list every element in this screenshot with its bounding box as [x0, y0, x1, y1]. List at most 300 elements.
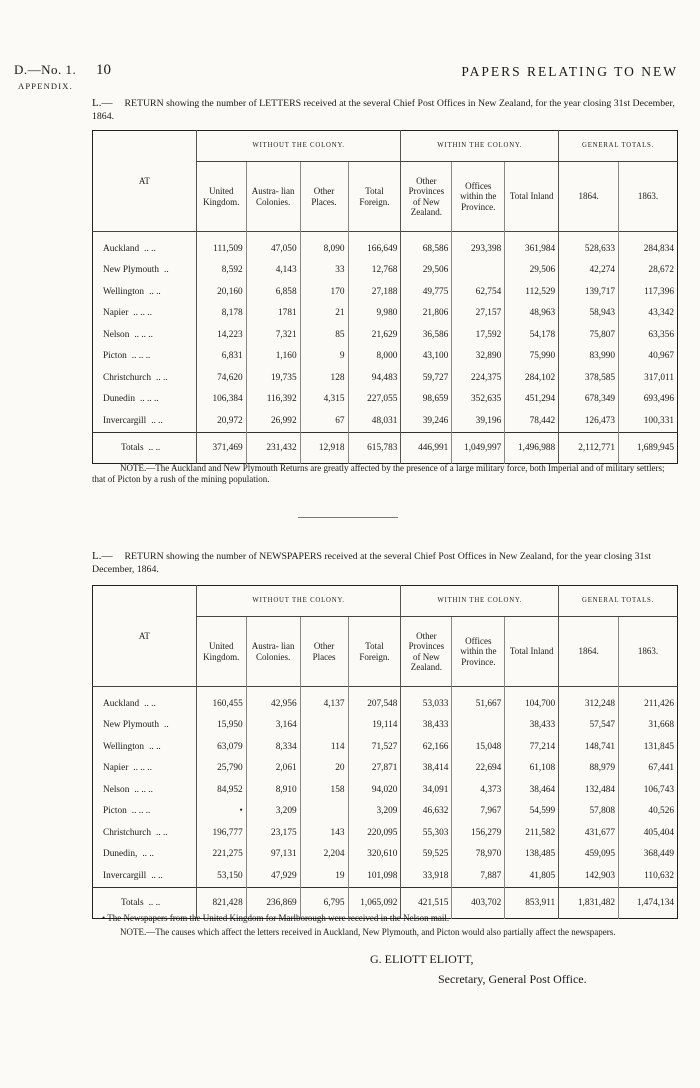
- place-name: Auckland: [103, 243, 140, 254]
- leader-dots: .. ..: [142, 849, 154, 860]
- column-header-inland: Total Inland: [505, 162, 559, 232]
- cell-y1863: 31,668: [619, 715, 678, 737]
- leader-dots: ..: [164, 720, 169, 731]
- cell-inland: 75,990: [505, 346, 559, 368]
- place-name: Picton: [103, 806, 127, 817]
- cell-uk: •: [196, 801, 246, 823]
- newspapers-title: [92, 550, 682, 576]
- cell-aus: 7,321: [246, 324, 300, 346]
- cell-uk: 53,150: [196, 865, 246, 887]
- table-row: [93, 736, 678, 758]
- row-label: [93, 758, 197, 780]
- cell-inland: 104,700: [505, 687, 559, 715]
- cell-foreign: 94,483: [348, 367, 401, 389]
- cell-inland: 1,496,988: [505, 432, 559, 463]
- signature-name: G. ELIOTT ELIOTT,: [370, 952, 474, 966]
- cell-inland: 38,464: [505, 779, 559, 801]
- cell-other: 158: [300, 779, 348, 801]
- cell-foreign: 207,548: [348, 687, 401, 715]
- place-name: Wellington: [103, 741, 145, 752]
- row-label: [93, 410, 197, 432]
- cell-offices: 51,667: [452, 687, 505, 715]
- table-row: [93, 260, 678, 282]
- table-row: [93, 281, 678, 303]
- place-name: Auckland: [103, 698, 140, 709]
- cell-y1864: 132,484: [559, 779, 619, 801]
- cell-inland: 361,984: [505, 232, 559, 260]
- cell-uk: 160,455: [196, 687, 246, 715]
- column-header-at: AT: [138, 175, 150, 186]
- cell-uk: 196,777: [196, 822, 246, 844]
- column-header-provinces: Other Provinces of New Zealand.: [401, 617, 452, 687]
- column-header-aus: Austra- lian Colonies.: [246, 162, 300, 232]
- cell-foreign: 3,209: [348, 801, 401, 823]
- cell-uk: 15,950: [196, 715, 246, 737]
- newspapers-label: L.—: [92, 550, 113, 562]
- cell-prov: 34,091: [401, 779, 452, 801]
- cell-other: 9: [300, 346, 348, 368]
- cell-inland: 54,178: [505, 324, 559, 346]
- leader-dots: .. .. ..: [140, 394, 159, 405]
- cell-offices: 62,754: [452, 281, 505, 303]
- cell-y1864: 88,979: [559, 758, 619, 780]
- cell-y1863: 67,441: [619, 758, 678, 780]
- cell-prov: 29,506: [401, 260, 452, 282]
- row-label: [93, 260, 197, 282]
- cell-uk: 221,275: [196, 844, 246, 866]
- cell-foreign: 19,114: [348, 715, 401, 737]
- cell-foreign: 9,980: [348, 303, 401, 325]
- cell-y1863: 40,526: [619, 801, 678, 823]
- cell-uk: 111,509: [196, 232, 246, 260]
- cell-offices: 4,373: [452, 779, 505, 801]
- place-name: Napier: [103, 308, 129, 319]
- cell-other: 33: [300, 260, 348, 282]
- cell-prov: 21,806: [401, 303, 452, 325]
- cell-y1863: 63,356: [619, 324, 678, 346]
- table-row: [93, 687, 678, 715]
- row-label: [93, 346, 197, 368]
- row-label: [93, 822, 197, 844]
- letters-table: [92, 130, 678, 464]
- cell-y1863: 106,743: [619, 779, 678, 801]
- place-name: Dunedin: [103, 394, 136, 405]
- letters-title: [92, 97, 682, 123]
- cell-inland: 78,442: [505, 410, 559, 432]
- leader-dots: .. .. ..: [134, 784, 153, 795]
- cell-y1863: 317,011: [619, 367, 678, 389]
- place-name: Christchurch: [103, 827, 152, 838]
- cell-other: 6,795: [300, 887, 348, 918]
- cell-uk: 20,972: [196, 410, 246, 432]
- cell-uk: 8,178: [196, 303, 246, 325]
- cell-foreign: 21,629: [348, 324, 401, 346]
- cell-inland: 77,214: [505, 736, 559, 758]
- cell-other: 67: [300, 410, 348, 432]
- cell-other: 4,315: [300, 389, 348, 411]
- letters-label: L.—: [92, 97, 113, 109]
- table-row: [93, 779, 678, 801]
- cell-aus: 26,992: [246, 410, 300, 432]
- cell-prov: 446,991: [401, 432, 452, 463]
- cell-y1864: 528,633: [559, 232, 619, 260]
- place-name: Napier: [103, 763, 129, 774]
- cell-inland: 284,102: [505, 367, 559, 389]
- signature-title: Secretary, General Post Office.: [438, 972, 587, 986]
- cell-y1864: 126,473: [559, 410, 619, 432]
- cell-offices: [452, 260, 505, 282]
- table-row: [93, 389, 678, 411]
- cell-prov: 55,303: [401, 822, 452, 844]
- place-name: New Plymouth: [103, 720, 160, 731]
- cell-foreign: 12,768: [348, 260, 401, 282]
- cell-offices: 7,967: [452, 801, 505, 823]
- cell-y1863: 1,689,945: [619, 432, 678, 463]
- cell-prov: 38,414: [401, 758, 452, 780]
- cell-aus: 19,735: [246, 367, 300, 389]
- cell-prov: 98,659: [401, 389, 452, 411]
- table-row: [93, 346, 678, 368]
- table-row: [93, 801, 678, 823]
- table-row: [93, 410, 678, 432]
- row-label: [93, 281, 197, 303]
- cell-y1864: 678,349: [559, 389, 619, 411]
- leader-dots: .. ..: [144, 243, 156, 254]
- cell-aus: 42,956: [246, 687, 300, 715]
- cell-offices: 7,887: [452, 865, 505, 887]
- cell-uk: 25,790: [196, 758, 246, 780]
- cell-inland: 853,911: [505, 887, 559, 918]
- cell-foreign: 1,065,092: [348, 887, 401, 918]
- leader-dots: .. ..: [156, 372, 168, 383]
- cell-prov: 38,433: [401, 715, 452, 737]
- cell-y1864: 142,903: [559, 865, 619, 887]
- cell-aus: 47,050: [246, 232, 300, 260]
- document-reference: D.—No. 1.: [14, 62, 77, 77]
- cell-y1864: 83,990: [559, 346, 619, 368]
- cell-uk: 8,592: [196, 260, 246, 282]
- place-name: New Plymouth: [103, 265, 160, 276]
- cell-inland: 61,108: [505, 758, 559, 780]
- leader-dots: .. .. ..: [133, 308, 152, 319]
- cell-other: 8,090: [300, 232, 348, 260]
- cell-y1864: 2,112,771: [559, 432, 619, 463]
- place-name: Picton: [103, 351, 127, 362]
- cell-aus: 47,929: [246, 865, 300, 887]
- column-header-1863: 1863.: [619, 162, 678, 232]
- cell-y1864: 1,831,482: [559, 887, 619, 918]
- section-divider: [298, 517, 398, 518]
- row-label: [93, 367, 197, 389]
- cell-y1864: 57,808: [559, 801, 619, 823]
- column-header-other: Other Places: [300, 617, 348, 687]
- group-header-within: WITHIN THE COLONY.: [401, 586, 559, 617]
- leader-dots: ..: [164, 265, 169, 276]
- cell-offices: 156,279: [452, 822, 505, 844]
- place-name: Wellington: [103, 286, 145, 297]
- cell-y1863: 693,496: [619, 389, 678, 411]
- cell-aus: 3,164: [246, 715, 300, 737]
- cell-y1864: 148,741: [559, 736, 619, 758]
- cell-prov: 46,632: [401, 801, 452, 823]
- group-header-within: WITHIN THE COLONY.: [401, 131, 559, 162]
- column-header-uk: United Kingdom.: [196, 162, 246, 232]
- cell-foreign: 48,031: [348, 410, 401, 432]
- table-row: [93, 367, 678, 389]
- cell-inland: 112,529: [505, 281, 559, 303]
- cell-y1863: 43,342: [619, 303, 678, 325]
- place-name: Christchurch: [103, 372, 152, 383]
- column-header-foreign: Total Foreign.: [348, 162, 401, 232]
- cell-aus: 3,209: [246, 801, 300, 823]
- newspapers-footnote: • The Newspapers from the United Kingdom for Marlborough were received in the Nelson mail.: [102, 913, 450, 923]
- cell-offices: 403,702: [452, 887, 505, 918]
- cell-uk: 371,469: [196, 432, 246, 463]
- table-row: [93, 715, 678, 737]
- group-header-without: WITHOUT THE COLONY.: [196, 586, 401, 617]
- cell-uk: 84,952: [196, 779, 246, 801]
- cell-y1864: 459,095: [559, 844, 619, 866]
- table-row: [93, 232, 678, 260]
- cell-y1863: 284,834: [619, 232, 678, 260]
- cell-aus: 1781: [246, 303, 300, 325]
- cell-prov: 33,918: [401, 865, 452, 887]
- leader-dots: .. .. ..: [131, 806, 151, 817]
- cell-y1864: 139,717: [559, 281, 619, 303]
- cell-foreign: 27,871: [348, 758, 401, 780]
- cell-prov: 62,166: [401, 736, 452, 758]
- cell-prov: 421,515: [401, 887, 452, 918]
- cell-aus: 116,392: [246, 389, 300, 411]
- cell-foreign: 615,783: [348, 432, 401, 463]
- letters-title-text: RETURN showing the number of LETTERS received at the several Chief Post Offices in New Zealand, for the year closing 31st December, 1864.: [92, 98, 675, 122]
- row-label: [93, 736, 197, 758]
- cell-other: 2,204: [300, 844, 348, 866]
- place-name: Dunedin,: [103, 849, 138, 860]
- place-name: Invercargill: [103, 415, 147, 426]
- cell-foreign: 27,188: [348, 281, 401, 303]
- cell-y1863: 117,396: [619, 281, 678, 303]
- group-header-without: WITHOUT THE COLONY.: [196, 131, 401, 162]
- column-header-offices: Offices within the Province.: [452, 617, 505, 687]
- column-header-at: AT: [138, 630, 150, 641]
- cell-prov: 39,246: [401, 410, 452, 432]
- cell-y1864: 58,943: [559, 303, 619, 325]
- cell-inland: 41,805: [505, 865, 559, 887]
- newspapers-table: [92, 585, 678, 919]
- newspapers-note: NOTE.—The causes which affect the letters received in Auckland, New Plymouth, and Picton would also partially affect the newspapers.: [120, 927, 616, 937]
- cell-uk: 106,384: [196, 389, 246, 411]
- cell-y1864: 378,585: [559, 367, 619, 389]
- cell-other: 143: [300, 822, 348, 844]
- column-header-1863: 1863.: [619, 617, 678, 687]
- cell-other: 19: [300, 865, 348, 887]
- group-header-totals: GENERAL TOTALS.: [559, 586, 678, 617]
- row-label: [93, 801, 197, 823]
- newspapers-title-text: RETURN showing the number of NEWSPAPERS received at the several Chief Post Offices in New Zealand, for the year closing 31st December, 1864.: [92, 551, 651, 575]
- cell-y1863: 100,331: [619, 410, 678, 432]
- cell-y1864: 312,248: [559, 687, 619, 715]
- cell-aus: 23,175: [246, 822, 300, 844]
- leader-dots: .. .. ..: [134, 329, 153, 340]
- letters-note: NOTE.—The Auckland and New Plymouth Returns are greatly affected by the presence of a large military force, both Imperial and of military settlers; that of Picton by a rush of the mining population.: [92, 463, 665, 484]
- row-label: [93, 687, 197, 715]
- cell-y1864: 431,677: [559, 822, 619, 844]
- cell-foreign: 94,020: [348, 779, 401, 801]
- cell-offices: 78,970: [452, 844, 505, 866]
- appendix-label: APPENDIX.: [18, 81, 73, 91]
- cell-other: 128: [300, 367, 348, 389]
- table-row: [93, 303, 678, 325]
- cell-uk: 74,620: [196, 367, 246, 389]
- column-header-other: Other Places.: [300, 162, 348, 232]
- cell-other: 21: [300, 303, 348, 325]
- cell-foreign: 8,000: [348, 346, 401, 368]
- cell-other: [300, 801, 348, 823]
- cell-foreign: 220,095: [348, 822, 401, 844]
- leader-dots: .. ..: [151, 870, 163, 881]
- cell-prov: 36,586: [401, 324, 452, 346]
- cell-aus: 97,131: [246, 844, 300, 866]
- column-header-1864: 1864.: [559, 617, 619, 687]
- cell-inland: 29,506: [505, 260, 559, 282]
- cell-other: [300, 715, 348, 737]
- cell-y1863: 368,449: [619, 844, 678, 866]
- cell-other: 170: [300, 281, 348, 303]
- cell-y1863: 131,845: [619, 736, 678, 758]
- cell-other: 114: [300, 736, 348, 758]
- cell-inland: 48,963: [505, 303, 559, 325]
- leader-dots: .. ..: [156, 827, 168, 838]
- cell-other: 12,918: [300, 432, 348, 463]
- cell-y1863: 110,632: [619, 865, 678, 887]
- column-header-1864: 1864.: [559, 162, 619, 232]
- cell-uk: 821,428: [196, 887, 246, 918]
- cell-aus: 8,334: [246, 736, 300, 758]
- column-header-foreign: Total Foreign.: [348, 617, 401, 687]
- leader-dots: .. .. ..: [131, 351, 151, 362]
- place-name: Nelson: [103, 329, 130, 340]
- cell-y1863: 28,672: [619, 260, 678, 282]
- cell-uk: 20,160: [196, 281, 246, 303]
- cell-y1863: 405,404: [619, 822, 678, 844]
- cell-prov: 59,525: [401, 844, 452, 866]
- leader-dots: .. ..: [149, 286, 161, 297]
- row-label: [93, 232, 197, 260]
- column-header-uk: United Kingdom.: [196, 617, 246, 687]
- cell-offices: [452, 715, 505, 737]
- leader-dots: .. ..: [144, 698, 156, 709]
- cell-offices: 224,375: [452, 367, 505, 389]
- row-label: [93, 865, 197, 887]
- cell-aus: 8,910: [246, 779, 300, 801]
- column-header-inland: Total Inland: [505, 617, 559, 687]
- place-name: Totals: [121, 897, 144, 908]
- cell-foreign: 320,610: [348, 844, 401, 866]
- page-number: 10: [96, 62, 111, 78]
- table-row: [93, 822, 678, 844]
- cell-aus: 4,143: [246, 260, 300, 282]
- totals-row: [93, 432, 678, 463]
- cell-prov: 43,100: [401, 346, 452, 368]
- cell-foreign: 71,527: [348, 736, 401, 758]
- cell-foreign: 166,649: [348, 232, 401, 260]
- cell-prov: 53,033: [401, 687, 452, 715]
- leader-dots: .. ..: [149, 741, 161, 752]
- cell-uk: 6,831: [196, 346, 246, 368]
- leader-dots: .. ..: [148, 897, 161, 908]
- cell-uk: 63,079: [196, 736, 246, 758]
- cell-offices: 27,157: [452, 303, 505, 325]
- row-label: [93, 389, 197, 411]
- cell-other: 85: [300, 324, 348, 346]
- column-header-aus: Austra- lian Colonies.: [246, 617, 300, 687]
- cell-y1864: 42,274: [559, 260, 619, 282]
- table-row: [93, 865, 678, 887]
- place-name: Nelson: [103, 784, 130, 795]
- cell-inland: 138,485: [505, 844, 559, 866]
- cell-aus: 231,432: [246, 432, 300, 463]
- cell-aus: 236,869: [246, 887, 300, 918]
- cell-prov: 68,586: [401, 232, 452, 260]
- row-label: [93, 324, 197, 346]
- cell-offices: 1,049,997: [452, 432, 505, 463]
- place-name: Invercargill: [103, 870, 147, 881]
- cell-other: 20: [300, 758, 348, 780]
- cell-y1864: 57,547: [559, 715, 619, 737]
- column-header-provinces: Other Provinces of New Zealand.: [401, 162, 452, 232]
- leader-dots: .. ..: [151, 415, 163, 426]
- table-row: [93, 324, 678, 346]
- row-label: [93, 844, 197, 866]
- cell-prov: 49,775: [401, 281, 452, 303]
- cell-foreign: 227,055: [348, 389, 401, 411]
- cell-offices: 293,398: [452, 232, 505, 260]
- row-label: [93, 303, 197, 325]
- cell-aus: 2,061: [246, 758, 300, 780]
- cell-inland: 451,294: [505, 389, 559, 411]
- cell-offices: 22,694: [452, 758, 505, 780]
- cell-y1863: 211,426: [619, 687, 678, 715]
- cell-offices: 15,048: [452, 736, 505, 758]
- group-header-totals: GENERAL TOTALS.: [559, 131, 678, 162]
- column-header-offices: Offices within the Province.: [452, 162, 505, 232]
- leader-dots: .. .. ..: [133, 763, 152, 774]
- table-row: [93, 844, 678, 866]
- cell-offices: 352,635: [452, 389, 505, 411]
- cell-inland: 54,599: [505, 801, 559, 823]
- running-header: PAPERS RELATING TO NEW: [461, 64, 678, 79]
- row-label: [93, 432, 197, 463]
- place-name: Totals: [121, 442, 144, 453]
- row-label: [93, 715, 197, 737]
- cell-aus: 6,858: [246, 281, 300, 303]
- cell-uk: 14,223: [196, 324, 246, 346]
- cell-foreign: 101,098: [348, 865, 401, 887]
- cell-y1864: 75,807: [559, 324, 619, 346]
- row-label: [93, 779, 197, 801]
- cell-aus: 1,160: [246, 346, 300, 368]
- cell-inland: 211,582: [505, 822, 559, 844]
- cell-prov: 59,727: [401, 367, 452, 389]
- cell-offices: 17,592: [452, 324, 505, 346]
- cell-offices: 39,196: [452, 410, 505, 432]
- cell-offices: 32,890: [452, 346, 505, 368]
- table-row: [93, 758, 678, 780]
- cell-y1863: 1,474,134: [619, 887, 678, 918]
- cell-y1863: 40,967: [619, 346, 678, 368]
- cell-inland: 38,433: [505, 715, 559, 737]
